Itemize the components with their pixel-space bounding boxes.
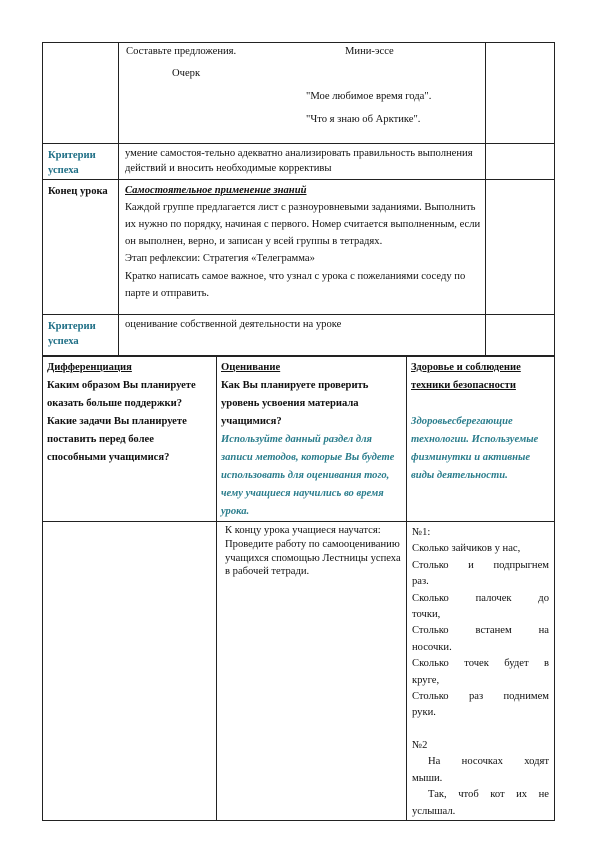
- exercise-1-line: Столько встанем на: [412, 625, 549, 637]
- end-paragraph-2: Кратко написать самое важное, что узнал с урока с пожеланиями соседу по парте и отправить.: [125, 270, 466, 299]
- exercise-1-line: раз.: [412, 576, 429, 588]
- tasks-stage-cell: [43, 43, 119, 144]
- assessment-table: [42, 355, 555, 821]
- criteria-text-1: умение самостоя-тельно адекватно анализировать правильность выполнения действий и вносить необходимые коррективы: [119, 144, 486, 180]
- criteria-empty-1: [486, 144, 555, 180]
- health-cell: [407, 356, 555, 522]
- essay-task: Мини-эссе: [345, 46, 394, 57]
- exercise-2-number: №2: [412, 739, 428, 751]
- content-row: [43, 522, 555, 821]
- criteria-row-1: [43, 144, 555, 180]
- assessment-question: Как Вы планируете проверить уровень усвоения материала учащимися?: [221, 380, 369, 427]
- health-title: Здоровье и соблюдение техники безопасности: [411, 362, 521, 391]
- exercise-1-line: точки,: [412, 609, 441, 621]
- tasks-row: [43, 43, 555, 144]
- criteria-empty-2: [486, 314, 555, 356]
- exercise-2-line: На носочках ходят: [428, 756, 549, 768]
- end-paragraph-1: Каждой группе предлагается лист с разноуровневыми заданиями. Выполнить их нужно по порядку, начиная с первого. Номер считается выполненным, если он выполнен, верно, и записан у всей группы в тетрадях.: [125, 201, 481, 248]
- end-row: [43, 179, 555, 314]
- exercise-2-line: услышал.: [412, 805, 456, 817]
- end-content: [119, 179, 486, 314]
- assessment-cell: [217, 356, 407, 522]
- criteria-label-2: Критерии успеха: [43, 314, 119, 356]
- tasks-empty-cell: [486, 43, 555, 144]
- differentiation-question: Каким образом Вы планируете оказать больше поддержки? Какие задачи Вы планируете поставить перед более способными учащимися?: [47, 380, 196, 463]
- criteria-row-2: [43, 314, 555, 356]
- exercise-1-line: Сколько зайчиков у нас,: [412, 543, 521, 555]
- exercise-2-line: мыши.: [412, 772, 443, 784]
- sketch-task: Очерк: [172, 68, 201, 79]
- exercise-1-line: Сколько точек будет в: [412, 658, 549, 670]
- end-heading: Самостоятельное применение знаний: [125, 184, 307, 196]
- health-hint: Здоровьесберегающие технологии. Используемые физминутки и активные виды деятельности.: [411, 416, 539, 481]
- differentiation-cell: [43, 356, 217, 522]
- reflection-title: Этап рефлексии: Стратегия «Телеграмма»: [125, 253, 315, 265]
- criteria-label-1: Критерии успеха: [43, 144, 119, 180]
- end-empty-cell: [486, 179, 555, 314]
- criteria-text-2: оценивание собственной деятельности на уроке: [119, 314, 486, 356]
- exercise-1-line: Сколько палочек до: [412, 592, 549, 604]
- exercise-2-line: Так, чтоб кот их не: [428, 789, 549, 801]
- assessment-content: К концу урока учащиеся научатся: Проведите работу по самооцениванию учащихся спомощью Лестницы успеха в рабочей тетради.: [217, 522, 407, 821]
- exercise-1-line: Столько раз поднимем: [412, 691, 549, 703]
- assessment-hint: Используйте данный раздел для записи методов, которые Вы будете использовать для оценивания того, чему учащиеся научились во время урока.: [221, 434, 395, 517]
- compose-task: Составьте предложения.: [126, 46, 237, 57]
- exercise-1-line: носочки.: [412, 641, 452, 653]
- exercise-1-line: руки.: [412, 707, 436, 719]
- physical-exercises-cell: [407, 522, 555, 821]
- lesson-stages-table: [42, 42, 555, 357]
- essay-topic-1: "Мое любимое время года".: [306, 91, 432, 102]
- tasks-cell: [119, 43, 486, 144]
- exercise-1-number: №1:: [412, 527, 431, 538]
- differentiation-content: [43, 522, 217, 821]
- header-row: [43, 356, 555, 522]
- assessment-title: Оценивание: [221, 362, 281, 373]
- exercise-1-line: Столько и подпрыгнем: [412, 559, 549, 571]
- exercise-1-line: круге,: [412, 674, 440, 686]
- differentiation-title: Дифференциация: [47, 362, 132, 373]
- end-label: Конец урока: [43, 179, 119, 314]
- essay-topic-2: "Что я знаю об Арктике".: [306, 114, 421, 125]
